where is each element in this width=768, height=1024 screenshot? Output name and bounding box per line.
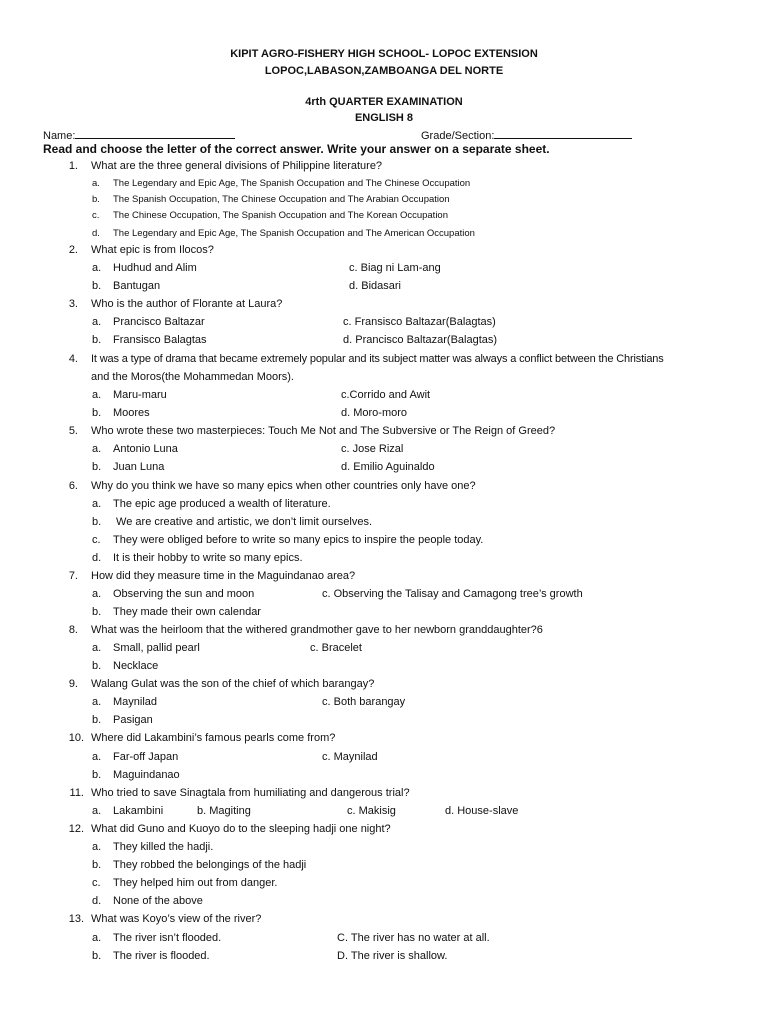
question-text: Why do you think we have so many epics when other countries only have one? bbox=[91, 480, 476, 492]
option-letter: a. bbox=[92, 932, 102, 944]
school-name: KIPIT AGRO-FISHERY HIGH SCHOOL- LOPOC EXTENSION bbox=[230, 48, 538, 60]
option-text: c.Corrido and Awit bbox=[341, 389, 431, 401]
option-text: Bantugan bbox=[113, 280, 161, 292]
option-text: d. Bidasari bbox=[349, 280, 401, 292]
option-text: c. Jose Rizal bbox=[341, 443, 404, 455]
option-text: Far-off Japan bbox=[113, 751, 179, 763]
option-letter: a. bbox=[92, 389, 102, 401]
option-letter: b. bbox=[92, 660, 102, 672]
name-blank[interactable] bbox=[75, 127, 235, 139]
option-text: c. Maynilad bbox=[322, 751, 378, 763]
exam-subject: ENGLISH 8 bbox=[354, 112, 414, 124]
option-letter: b. bbox=[92, 334, 102, 346]
option-letter: b. bbox=[92, 461, 102, 473]
option-text: Small, pallid pearl bbox=[113, 642, 200, 654]
option-letter: b. bbox=[92, 714, 102, 726]
option-text: The river isn’t flooded. bbox=[113, 932, 222, 944]
option-letter: b. bbox=[92, 859, 102, 871]
option-text: c. Fransisco Baltazar(Balagtas) bbox=[343, 316, 496, 328]
grade-blank[interactable] bbox=[494, 127, 632, 139]
option-text: c. Makisig bbox=[347, 805, 396, 817]
option-text: The epic age produced a wealth of literature. bbox=[113, 498, 331, 510]
question-text-continued: and the Moros(the Mohammedan Moors). bbox=[91, 371, 294, 383]
name-label: Name: bbox=[43, 130, 76, 142]
option-letter: a. bbox=[92, 498, 102, 510]
option-text: d. House-slave bbox=[445, 805, 519, 817]
option-letter: d. bbox=[92, 895, 102, 907]
option-text: They made their own calendar bbox=[113, 606, 261, 618]
option-letter: c. bbox=[92, 210, 100, 221]
question-text: Where did Lakambini’s famous pearls come from? bbox=[91, 732, 336, 744]
option-text: D. The river is shallow. bbox=[337, 950, 448, 962]
option-text: They helped him out from danger. bbox=[113, 877, 278, 889]
question-text: Who wrote these two masterpieces: Touch Me Not and The Subversive or The Reign of Greed? bbox=[91, 425, 556, 437]
option-text: d. Moro-moro bbox=[341, 407, 408, 419]
option-text: The Legendary and Epic Age, The Spanish Occupation and The Chinese Occupation bbox=[113, 178, 471, 189]
question-number: 4. bbox=[68, 353, 78, 365]
option-letter: b. bbox=[92, 606, 102, 618]
option-letter: b. bbox=[92, 516, 102, 528]
option-text: None of the above bbox=[113, 895, 203, 907]
question-number: 2. bbox=[68, 244, 78, 256]
option-text: c. Observing the Talisay and Camagong tree’s growth bbox=[322, 588, 583, 600]
option-text: d. Emilio Aguinaldo bbox=[341, 461, 435, 473]
school-address: LOPOC,LABASON,ZAMBOANGA DEL NORTE bbox=[264, 65, 504, 77]
option-text: c. Biag ni Lam-ang bbox=[349, 262, 441, 274]
option-text: Maynilad bbox=[113, 696, 158, 708]
option-text: Maru-maru bbox=[113, 389, 167, 401]
question-text: What was the heirloom that the withered grandmother gave to her newborn granddaughter?6 bbox=[91, 624, 543, 636]
option-text: It is their hobby to write so many epics. bbox=[113, 552, 303, 564]
option-letter: d. bbox=[92, 552, 102, 564]
question-number: 3. bbox=[68, 298, 78, 310]
option-text: They were obliged before to write so many epics to inspire the people today. bbox=[113, 534, 484, 546]
question-text: It was a type of drama that became extremely popular and its subject matter was always a conflict between the Christians bbox=[91, 353, 664, 365]
question-number: 8. bbox=[68, 624, 78, 636]
question-text: Walang Gulat was the son of the chief of which barangay? bbox=[91, 678, 375, 690]
grade-label: Grade/Section: bbox=[421, 130, 495, 142]
option-letter: a. bbox=[92, 262, 102, 274]
option-text: Antonio Luna bbox=[113, 443, 178, 455]
option-letter: c. bbox=[92, 877, 101, 889]
option-letter: a. bbox=[92, 696, 102, 708]
question-text: What did Guno and Kuoyo do to the sleeping hadji one night? bbox=[91, 823, 391, 835]
instruction: Read and choose the letter of the correct answer. Write your answer on a separate sheet. bbox=[43, 142, 550, 156]
question-number: 7. bbox=[68, 570, 78, 582]
question-text: What are the three general divisions of Philippine literature? bbox=[91, 160, 383, 172]
option-text: Moores bbox=[113, 407, 150, 419]
option-letter: b. bbox=[92, 950, 102, 962]
option-text: Pasigan bbox=[113, 714, 153, 726]
question-text: How did they measure time in the Maguindanao area? bbox=[91, 570, 356, 582]
question-number: 1. bbox=[68, 160, 78, 172]
option-text: Hudhud and Alim bbox=[113, 262, 197, 274]
grade-line bbox=[421, 127, 632, 142]
option-text: The Legendary and Epic Age, The Spanish Occupation and The American Occupation bbox=[113, 228, 475, 239]
option-letter: a. bbox=[92, 642, 102, 654]
option-letter: a. bbox=[92, 443, 102, 455]
option-text: The river is flooded. bbox=[113, 950, 210, 962]
option-letter: a. bbox=[92, 751, 102, 763]
option-letter: b. bbox=[92, 280, 102, 292]
option-letter: a. bbox=[92, 841, 102, 853]
question-number: 11. bbox=[69, 787, 84, 799]
option-text: Lakambini bbox=[113, 805, 164, 817]
question-number: 5. bbox=[68, 425, 78, 437]
option-text: We are creative and artistic, we don’t limit ourselves. bbox=[113, 516, 373, 528]
option-text: Prancisco Baltazar bbox=[113, 316, 205, 328]
option-text: Juan Luna bbox=[113, 461, 165, 473]
option-letter: a. bbox=[92, 316, 102, 328]
option-letter: a. bbox=[92, 588, 102, 600]
question-number: 12. bbox=[68, 823, 84, 835]
name-line bbox=[43, 127, 235, 142]
option-text: They robbed the belongings of the hadji bbox=[113, 859, 307, 871]
option-text: The Spanish Occupation, The Chinese Occupation and The Arabian Occupation bbox=[113, 194, 450, 205]
option-letter: d. bbox=[92, 228, 100, 239]
option-text: The Chinese Occupation, The Spanish Occupation and The Korean Occupation bbox=[113, 210, 449, 221]
option-text: C. The river has no water at all. bbox=[337, 932, 490, 944]
option-text: Observing the sun and moon bbox=[113, 588, 255, 600]
question-text: What epic is from Ilocos? bbox=[91, 244, 214, 256]
option-text: Maguindanao bbox=[113, 769, 180, 781]
option-text: c. Bracelet bbox=[310, 642, 362, 654]
question-number: 13. bbox=[68, 913, 84, 925]
option-letter: a. bbox=[92, 805, 102, 817]
option-letter: b. bbox=[92, 407, 102, 419]
option-text: c. Both barangay bbox=[322, 696, 406, 708]
option-text: Fransisco Balagtas bbox=[113, 334, 207, 346]
question-number: 6. bbox=[68, 480, 78, 492]
question-text: What was Koyo’s view of the river? bbox=[91, 913, 262, 925]
question-number: 10. bbox=[68, 732, 84, 744]
option-text: Necklace bbox=[113, 660, 159, 672]
option-text: d. Prancisco Baltazar(Balagtas) bbox=[343, 334, 498, 346]
question-number: 9. bbox=[68, 678, 78, 690]
option-text: They killed the hadji. bbox=[113, 841, 214, 853]
question-text: Who is the author of Florante at Laura? bbox=[91, 298, 283, 310]
option-letter: c. bbox=[92, 534, 101, 546]
option-letter: a. bbox=[92, 178, 100, 189]
option-letter: b. bbox=[92, 769, 102, 781]
question-text: Who tried to save Sinagtala from humiliating and dangerous trial? bbox=[91, 787, 410, 799]
option-text: b. Magiting bbox=[197, 805, 251, 817]
option-letter: b. bbox=[92, 194, 100, 205]
exam-title: 4rth QUARTER EXAMINATION bbox=[305, 96, 463, 108]
